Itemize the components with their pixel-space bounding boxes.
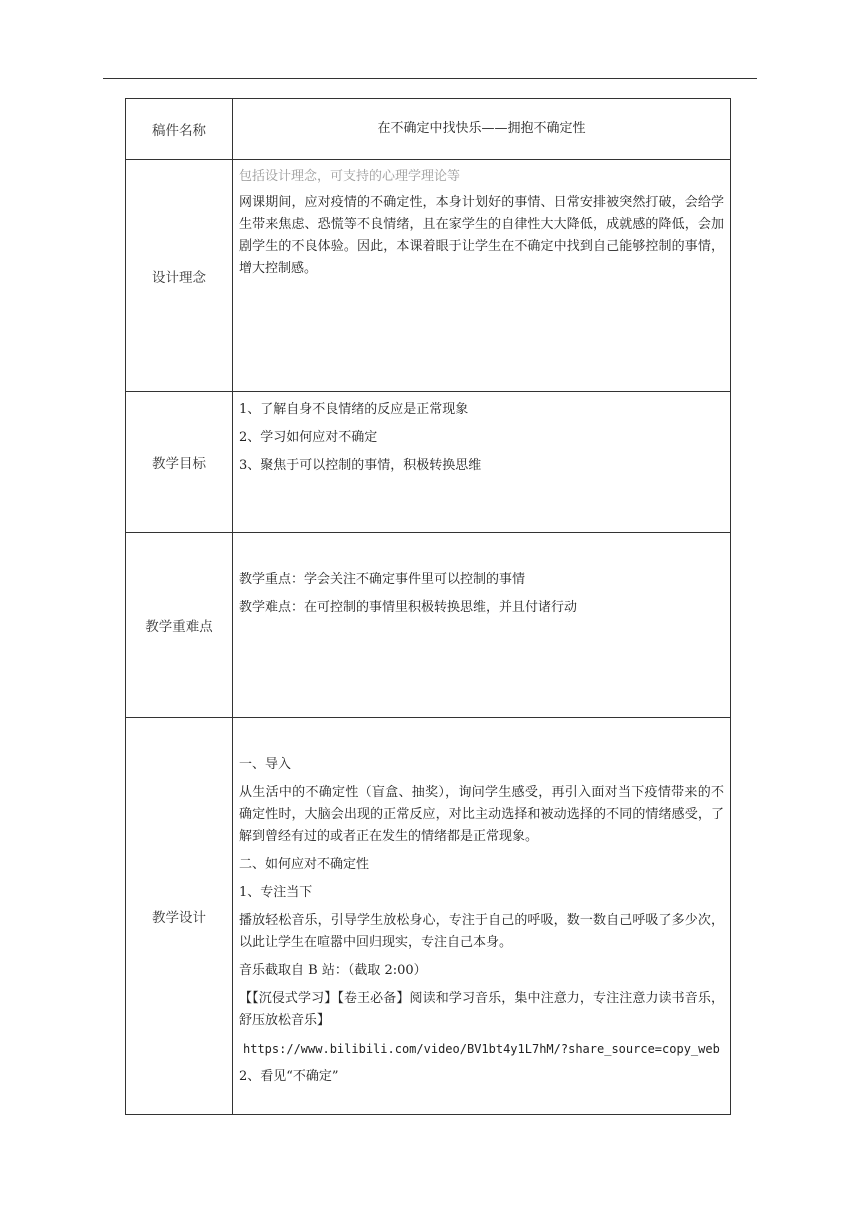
row-design xyxy=(126,718,731,1115)
section1-text: 从生活中的不确定性（盲盒、抽奖），询问学生感受，再引入面对当下疫情带来的不确定性时，大脑会出现的正常反应，对比主动选择和被动选择的不同的情绪感受，了解到曾经有过的或者正在发生的情绪都是正常现象。 xyxy=(239,785,724,844)
goal-item: 2、学习如何应对不确定 xyxy=(239,430,378,445)
music-source: 音乐截取自 B 站：（截取 2:00） xyxy=(239,963,427,978)
item2-title: 2、看见“不确定” xyxy=(239,1069,339,1084)
concept-cell xyxy=(233,160,731,392)
header-rule xyxy=(103,78,757,79)
section2-title: 二、如何应对不确定性 xyxy=(239,857,370,872)
concept-text: 网课期间，应对疫情的不确定性，本身计划好的事情、日常安排被突然打破，会给学生带来焦虑、恐慌等不良情绪，且在家学生的自律性大大降低，成就感的降低，会加剧学生的不良体验。因此，本课着眼于让学生在不确定中找到自己能够控制的事情，增大控制感。 xyxy=(239,195,724,276)
music-url[interactable]: https://www.bilibili.com/video/BV1bt4y1L7hM/?share_source=copy_web xyxy=(243,1042,720,1056)
item1-text: 播放轻松音乐，引导学生放松身心，专注于自己的呼吸，数一数自己呼吸了多少次，以此让学生在喧嚣中回归现实，专注自己本身。 xyxy=(239,913,724,950)
label-keypoints: 教学重难点 xyxy=(126,533,233,718)
keypoints-cell xyxy=(233,533,731,718)
row-goals xyxy=(126,392,731,533)
music-title: 【【沉侵式学习】【卷王必备】阅读和学习音乐，集中注意力，专注注意力读书音乐，舒压放松音乐】 xyxy=(239,991,724,1028)
label-goals: 教学目标 xyxy=(126,392,233,533)
design-cell xyxy=(233,718,731,1115)
teaching-focus: 教学重点：学会关注不确定事件里可以控制的事情 xyxy=(239,572,526,587)
teaching-difficulty: 教学难点：在可控制的事情里积极转换思维，并且付诸行动 xyxy=(239,600,578,615)
concept-hint: 包括设计理念，可支持的心理学理论等 xyxy=(239,169,461,184)
label-design: 教学设计 xyxy=(126,718,233,1115)
label-name: 稿件名称 xyxy=(126,99,233,160)
row-keypoints xyxy=(126,533,731,718)
label-concept: 设计理念 xyxy=(126,160,233,392)
section1-title: 一、导入 xyxy=(239,757,292,772)
item1-title: 1、专注当下 xyxy=(239,885,313,900)
goal-item: 1、了解自身不良情绪的反应是正常现象 xyxy=(239,402,469,417)
lesson-plan-table xyxy=(125,98,731,1115)
lesson-title: 在不确定中找快乐——拥抱不确定性 xyxy=(233,99,731,160)
row-name xyxy=(126,99,731,160)
row-concept xyxy=(126,160,731,392)
goal-item: 3、聚焦于可以控制的事情，积极转换思维 xyxy=(239,458,482,473)
goals-cell xyxy=(233,392,731,533)
